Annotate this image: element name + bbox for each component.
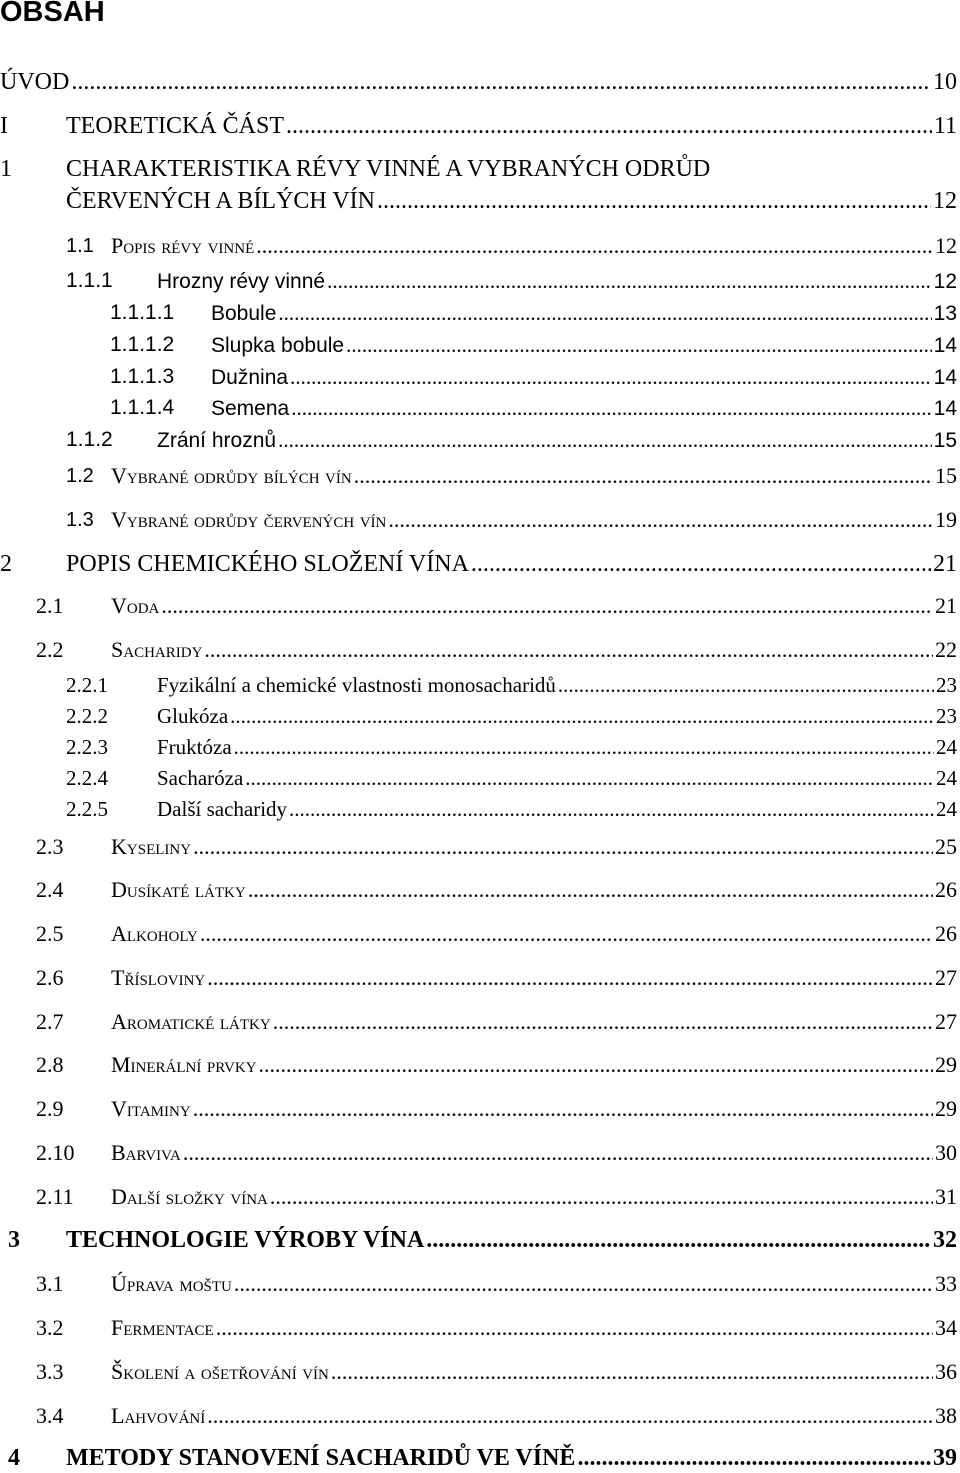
toc-entry-page: 11 <box>933 113 957 139</box>
toc-entry-number: 4 <box>8 1445 20 1471</box>
toc-entry[interactable] <box>0 636 960 664</box>
toc-entry[interactable] <box>0 232 960 260</box>
toc-entry-page: 14 <box>933 366 957 389</box>
dot-leader <box>270 1183 933 1211</box>
toc-entry-title: Bobule <box>211 302 277 325</box>
toc-entry-title: Školení a ošetřování vín <box>111 1359 329 1384</box>
toc-entry[interactable] <box>0 765 960 791</box>
toc-entry-number: I <box>0 113 8 139</box>
dot-leader <box>183 1139 933 1167</box>
toc-entry[interactable] <box>0 300 960 327</box>
toc-entry-page: 21 <box>935 593 957 618</box>
toc-entry-number: 2.2 <box>36 637 64 662</box>
toc-entry-page: 33 <box>935 1271 957 1296</box>
toc-entry[interactable] <box>0 833 960 861</box>
toc-entry-page: 32 <box>933 1227 957 1253</box>
toc-entry-number: 2.2.2 <box>66 704 108 728</box>
dot-leader <box>426 1225 931 1255</box>
toc-entry-title: POPIS CHEMICKÉHO SLOŽENÍ VÍNA <box>66 551 469 577</box>
toc-entry[interactable] <box>0 506 960 534</box>
dot-leader <box>193 1095 933 1123</box>
toc-entry-page: 15 <box>933 429 957 452</box>
toc-entry-page: 23 <box>936 673 957 697</box>
toc-entry-page: 24 <box>936 797 957 821</box>
toc-entry[interactable] <box>0 796 960 822</box>
dot-leader <box>290 364 932 390</box>
toc-entry-number: 3.4 <box>36 1403 64 1428</box>
toc-entry[interactable] <box>0 1402 960 1430</box>
dot-leader <box>71 67 931 97</box>
toc-entry[interactable] <box>0 186 960 216</box>
toc-entry-title: Vitaminy <box>111 1096 191 1121</box>
toc-entry-title: Voda <box>111 593 160 618</box>
toc-entry[interactable] <box>0 1183 960 1211</box>
dot-leader <box>207 964 933 992</box>
dot-leader <box>230 703 934 729</box>
toc-entry-page: 23 <box>936 704 957 728</box>
dot-leader <box>331 1358 933 1386</box>
dot-leader <box>291 395 931 421</box>
toc-entry-number: 3.1 <box>36 1271 64 1296</box>
toc-entry-title: TECHNOLOGIE VÝROBY VÍNA <box>66 1227 425 1253</box>
toc-entry-title: Aromatické látky <box>111 1009 271 1034</box>
dot-leader <box>193 833 933 861</box>
toc-entry-title: Slupka bobule <box>211 334 345 357</box>
toc-entry-title: METODY STANOVENÍ SACHARIDŮ VE VÍNĚ <box>66 1445 576 1471</box>
dot-leader <box>200 920 933 948</box>
toc-entry[interactable] <box>0 876 960 904</box>
toc-entry-title: Fruktóza <box>157 735 232 759</box>
toc-entry-page: 12 <box>933 188 957 214</box>
dot-leader <box>278 427 932 453</box>
dot-leader <box>204 636 933 664</box>
dot-leader <box>346 332 932 358</box>
toc-entry-number: 2.4 <box>36 877 64 902</box>
toc-entry-title: Glukóza <box>157 704 229 728</box>
toc-entry-title: Barviva <box>111 1140 181 1165</box>
toc-entry-title: Hrozny révy vinné <box>157 270 326 293</box>
toc-entry-line1[interactable] <box>0 154 960 184</box>
toc-entry-page: 21 <box>933 551 957 577</box>
toc-entry-number: 2.2.3 <box>66 735 108 759</box>
toc-entry-title: ÚVOD <box>0 69 70 95</box>
dot-leader <box>327 268 932 294</box>
dot-leader <box>216 1314 933 1342</box>
toc-entry[interactable] <box>0 67 960 97</box>
toc-entry[interactable] <box>0 364 960 391</box>
page-title: OBSAH <box>0 0 105 28</box>
toc-entry-title: Vybrané odrůdy bílých vín <box>111 463 352 488</box>
toc-entry-page: 25 <box>935 834 957 859</box>
toc-entry-page: 26 <box>935 921 957 946</box>
dot-leader <box>388 506 933 534</box>
toc-entry-number: 1.3 <box>66 509 94 531</box>
dot-leader <box>256 232 933 260</box>
toc-entry[interactable] <box>0 672 960 698</box>
dot-leader <box>471 549 931 579</box>
toc-entry-number: 2.3 <box>36 834 64 859</box>
toc-entry-page: 24 <box>936 766 957 790</box>
toc-entry-title: TEORETICKÁ ČÁST <box>66 113 284 139</box>
toc-entry-title-line1: CHARAKTERISTIKA RÉVY VINNÉ A VYBRANÝCH ODRŮD <box>66 156 711 182</box>
toc-entry-number: 2.2.5 <box>66 797 108 821</box>
toc-entry-page: 26 <box>935 877 957 902</box>
dot-leader <box>161 592 933 620</box>
toc-entry-number: 2.10 <box>36 1140 75 1165</box>
toc-entry-number: 3.2 <box>36 1315 64 1340</box>
toc-entry[interactable] <box>0 703 960 729</box>
toc-entry[interactable] <box>0 268 960 295</box>
toc-entry-number: 3 <box>8 1227 20 1253</box>
toc-entry-number: 2.6 <box>36 965 64 990</box>
toc-entry-title: Zrání hroznů <box>157 429 277 452</box>
toc-entry[interactable] <box>0 332 960 359</box>
toc-entry-title: Úprava moštu <box>111 1271 232 1296</box>
toc-entry-number: 2.2.1 <box>66 673 108 697</box>
toc-entry[interactable] <box>0 1139 960 1167</box>
toc-entry-title: Alkoholy <box>111 921 198 946</box>
toc-entry-number: 2.1 <box>36 593 64 618</box>
toc-entry-title: Fermentace <box>111 1315 214 1340</box>
dot-leader <box>234 1270 933 1298</box>
toc-entry-title: Dusíkaté látky <box>111 877 246 902</box>
toc-entry-number: 1.1 <box>66 235 94 257</box>
toc-entry-page: 24 <box>936 735 957 759</box>
toc-entry-number: 1.1.1 <box>66 269 113 292</box>
toc-entry-page: 29 <box>935 1052 957 1077</box>
toc-entry[interactable] <box>0 111 960 141</box>
dot-leader <box>286 111 932 141</box>
dot-leader <box>289 796 934 822</box>
toc-entry-page: 22 <box>935 637 957 662</box>
toc-entry-title: Lahvování <box>111 1403 206 1428</box>
toc-entry-title: Další sacharidy <box>157 797 288 821</box>
toc-entry-title: Sacharóza <box>157 766 244 790</box>
dot-leader <box>273 1008 933 1036</box>
toc-entry[interactable] <box>0 964 960 992</box>
toc-entry-number: 1.1.1.4 <box>110 396 175 419</box>
toc-entry[interactable] <box>0 1008 960 1036</box>
toc-entry-number: 2.8 <box>36 1052 64 1077</box>
toc-entry-title: Semena <box>211 397 290 420</box>
toc-entry-number: 2.11 <box>36 1184 74 1209</box>
toc-entry[interactable] <box>0 1225 960 1255</box>
toc-entry-page: 29 <box>935 1096 957 1121</box>
toc-entry-page: 19 <box>935 507 957 532</box>
toc-entry-number: 1.2 <box>66 465 94 487</box>
toc-entry-title: Další složky vína <box>111 1184 268 1209</box>
toc-entry-number: 3.3 <box>36 1359 64 1384</box>
toc-entry[interactable] <box>0 549 960 579</box>
toc-entry[interactable] <box>0 734 960 760</box>
toc-entry[interactable] <box>0 1314 960 1342</box>
toc-entry-title: Sacharidy <box>111 637 203 662</box>
toc-entry-number: 2.7 <box>36 1009 64 1034</box>
toc-entry-number: 2.9 <box>36 1096 64 1121</box>
toc-entry-page: 34 <box>935 1315 957 1340</box>
toc-entry-title: Popis révy vinné <box>111 233 255 258</box>
toc-entry-number: 2 <box>0 551 12 577</box>
toc-entry[interactable] <box>0 592 960 620</box>
toc-entry-number: 1.1.1.3 <box>110 365 175 388</box>
toc-entry-page: 12 <box>935 233 957 258</box>
toc-entry[interactable] <box>0 462 960 490</box>
toc-entry[interactable] <box>0 1270 960 1298</box>
toc-entry[interactable] <box>0 1095 960 1123</box>
toc-entry-page: 14 <box>933 334 957 357</box>
toc-entry-page: 27 <box>935 965 957 990</box>
toc-entry-title: Vybrané odrůdy červených vín <box>111 507 387 532</box>
dot-leader <box>207 1402 933 1430</box>
toc-entry[interactable] <box>0 1358 960 1386</box>
toc-entry-title: Třísloviny <box>111 965 206 990</box>
toc-entry-page: 12 <box>933 270 957 293</box>
toc-entry-title: ČERVENÝCH A BÍLÝCH VÍN <box>66 188 375 214</box>
toc-entry-title: Dužnina <box>211 366 289 389</box>
dot-leader <box>248 876 933 904</box>
toc-entry-number: 1 <box>0 156 12 182</box>
toc-entry-page: 39 <box>933 1445 957 1471</box>
dot-leader <box>354 462 933 490</box>
toc-entry-page: 15 <box>935 463 957 488</box>
toc-entry-page: 36 <box>935 1359 957 1384</box>
toc-entry-title: Minerální prvky <box>111 1052 257 1077</box>
toc-entry-page: 10 <box>933 69 957 95</box>
dot-leader <box>234 734 934 760</box>
toc-entry-page: 31 <box>935 1184 957 1209</box>
toc-entry[interactable] <box>0 395 960 422</box>
toc-entry[interactable] <box>0 920 960 948</box>
toc-entry-title: Kyseliny <box>111 834 192 859</box>
dot-leader <box>377 186 931 216</box>
toc-entry-number: 2.2.4 <box>66 766 108 790</box>
toc-entry-page: 38 <box>935 1403 957 1428</box>
toc-entry-page: 14 <box>933 397 957 420</box>
dot-leader <box>558 672 934 698</box>
toc-entry[interactable] <box>0 427 960 454</box>
toc-entry-number: 1.1.1.2 <box>110 333 175 356</box>
toc-entry[interactable] <box>0 1051 960 1079</box>
dot-leader <box>278 300 931 326</box>
toc-entry-number: 2.5 <box>36 921 64 946</box>
toc-entry-page: 30 <box>935 1140 957 1165</box>
toc-entry-title: Fyzikální a chemické vlastnosti monosacharidů <box>157 673 556 697</box>
dot-leader <box>245 765 934 791</box>
toc-entry-page: 13 <box>933 302 957 325</box>
dot-leader <box>259 1051 933 1079</box>
toc-entry-page: 27 <box>935 1009 957 1034</box>
toc-entry-number: 1.1.1.1 <box>110 301 175 324</box>
toc-entry-number: 1.1.2 <box>66 428 113 451</box>
